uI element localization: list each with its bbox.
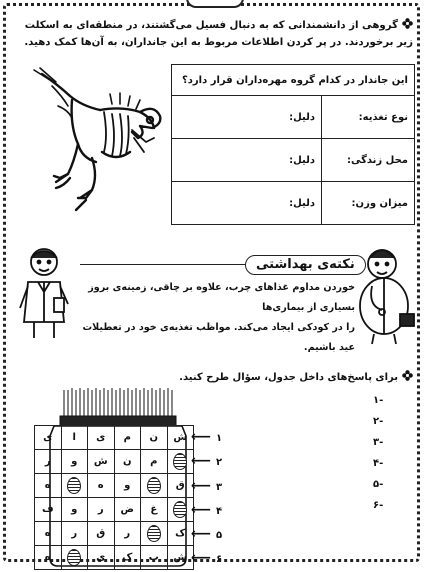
- grid-cell[interactable]: و: [61, 450, 88, 474]
- grid-row: [35, 426, 194, 450]
- grid-cell[interactable]: ق: [88, 522, 115, 546]
- grid-cell[interactable]: ی: [35, 426, 62, 450]
- grid-cell[interactable]: ر: [114, 522, 141, 546]
- grid-cell[interactable]: و: [61, 498, 88, 522]
- grid-row: [35, 546, 194, 570]
- health-note-title: نکته‌ی بهداشتی: [245, 255, 366, 275]
- grid-cell[interactable]: ض: [114, 498, 141, 522]
- left-arrow-icon: ⟵: [191, 526, 216, 543]
- grid-cell[interactable]: ه: [88, 474, 115, 498]
- table-row: [172, 96, 415, 139]
- row-number-item: [191, 546, 231, 570]
- grid-row: [35, 474, 194, 498]
- grid-cell-egg[interactable]: [167, 450, 194, 474]
- grid-cell[interactable]: م: [114, 426, 141, 450]
- easter-egg-icon: [147, 525, 161, 542]
- health-note-line: را در کودکی ایجاد می‌کند. مواظب تغذیه‌ی خود در تعطیلات عید باشیم.: [82, 322, 355, 353]
- left-arrow-icon: ⟵: [191, 429, 216, 445]
- answer-list: [373, 390, 413, 516]
- row-number-item: [191, 449, 231, 473]
- grid-cell[interactable]: ه: [35, 522, 62, 546]
- easter-egg-icon: [67, 477, 81, 494]
- reason-cell[interactable]: دلیل:: [172, 182, 322, 225]
- grid-cell-egg[interactable]: [61, 474, 88, 498]
- intro-paragraph: [13, 17, 413, 51]
- grid-cell[interactable]: ه: [35, 546, 62, 570]
- grid-cell-egg[interactable]: [167, 498, 194, 522]
- grid-cell[interactable]: ن: [114, 450, 141, 474]
- grid-cell[interactable]: ر: [61, 522, 88, 546]
- flower-bullet-icon: [402, 18, 413, 29]
- row-number-item: [191, 474, 231, 498]
- grid-cell[interactable]: ف: [35, 498, 62, 522]
- puzzle-instruction-text: برای پاسخ‌های داخل جدول، سؤال طرح کنید.: [179, 372, 398, 383]
- row-number-item: [191, 498, 231, 522]
- reason-cell[interactable]: دلیل:: [172, 139, 322, 182]
- answer-line[interactable]: -۴: [373, 458, 384, 469]
- health-note-text: [80, 278, 355, 358]
- health-note-line: خوردن مداوم غذاهای چرب، علاوه بر چاقی، زمینه‌ی بروز بسیاری از بیماری‌ها: [88, 282, 355, 313]
- answer-line[interactable]: -۲: [373, 416, 384, 427]
- answer-line[interactable]: -۱: [373, 395, 384, 406]
- answer-line[interactable]: -۳: [373, 437, 384, 448]
- row-number: ۶: [215, 554, 223, 566]
- question-table: [171, 64, 415, 225]
- row-number: ۴: [215, 505, 223, 517]
- row-number: ۲: [215, 457, 223, 469]
- easter-egg-icon: [173, 501, 187, 518]
- left-arrow-icon: ⟵: [191, 453, 216, 470]
- left-arrow-icon: ⟵: [191, 550, 216, 567]
- answer-line[interactable]: -۵: [373, 479, 384, 490]
- row-number-list: [191, 425, 231, 571]
- grid-cell[interactable]: غ: [141, 498, 168, 522]
- row-number: ۵: [215, 530, 223, 542]
- grid-cell[interactable]: ک: [167, 522, 194, 546]
- easter-egg-icon: [147, 477, 161, 494]
- row-label: محل زندگی:: [322, 139, 415, 182]
- left-arrow-icon: ⟵: [191, 477, 216, 494]
- grid-cell[interactable]: ه: [35, 474, 62, 498]
- doctor-cartoon-icon: [14, 242, 74, 342]
- grid-cell[interactable]: ش: [167, 426, 194, 450]
- grid-cell-egg[interactable]: [141, 522, 168, 546]
- grid-cell-egg[interactable]: [141, 474, 168, 498]
- grid-cell[interactable]: م: [141, 450, 168, 474]
- row-number-item: [191, 522, 231, 546]
- grid-cell[interactable]: ر: [35, 450, 62, 474]
- health-note-section: [10, 242, 420, 353]
- row-label: نوع تغذیه:: [322, 96, 415, 139]
- grid-cell[interactable]: ک: [114, 546, 141, 570]
- answer-line[interactable]: -۶: [373, 500, 384, 511]
- grid-cell[interactable]: ش: [88, 450, 115, 474]
- grid-cell[interactable]: ق: [167, 474, 194, 498]
- grid-cell-egg[interactable]: [61, 546, 88, 570]
- grid-row: [35, 498, 194, 522]
- grid-cell[interactable]: ر: [88, 498, 115, 522]
- grid-cell[interactable]: ا: [61, 426, 88, 450]
- flower-bullet-icon: [402, 370, 413, 381]
- grid-cell[interactable]: ش: [167, 546, 194, 570]
- row-label: میزان وزن:: [322, 182, 415, 225]
- table-header: این جاندار در کدام گروه مهره‌داران قرار دارد؟: [172, 65, 415, 96]
- easter-egg-icon: [173, 453, 187, 470]
- top-tab: [186, 0, 244, 8]
- easter-egg-icon: [67, 549, 81, 566]
- grid-cell[interactable]: ب: [141, 546, 168, 570]
- letter-grid: [34, 425, 194, 570]
- puzzle-instruction: [179, 370, 413, 383]
- row-number: ۳: [215, 481, 223, 493]
- left-arrow-icon: ⟵: [191, 501, 216, 518]
- grid-cell[interactable]: ن: [141, 426, 168, 450]
- grid-cell[interactable]: و: [114, 474, 141, 498]
- table-row: [172, 139, 415, 182]
- dinosaur-skeleton-image: [12, 66, 167, 216]
- grid-row: [35, 450, 194, 474]
- chubby-doctor-cartoon-icon: [356, 242, 418, 347]
- row-number-item: [191, 425, 231, 449]
- grid-row: [35, 522, 194, 546]
- intro-text: گروهی از دانشمندانی که به دنبال فسیل می‌گشتند، در منطقه‌ای به اسکلت زیر برخوردند. در پر کردن اطلاعات مربوط به این جانداران، به آن‌ها کمک دهید.: [24, 20, 413, 48]
- table-row: [172, 182, 415, 225]
- grid-cell[interactable]: ی: [88, 426, 115, 450]
- grid-cell[interactable]: ی: [88, 546, 115, 570]
- reason-cell[interactable]: دلیل:: [172, 96, 322, 139]
- row-number: ۱: [215, 433, 223, 444]
